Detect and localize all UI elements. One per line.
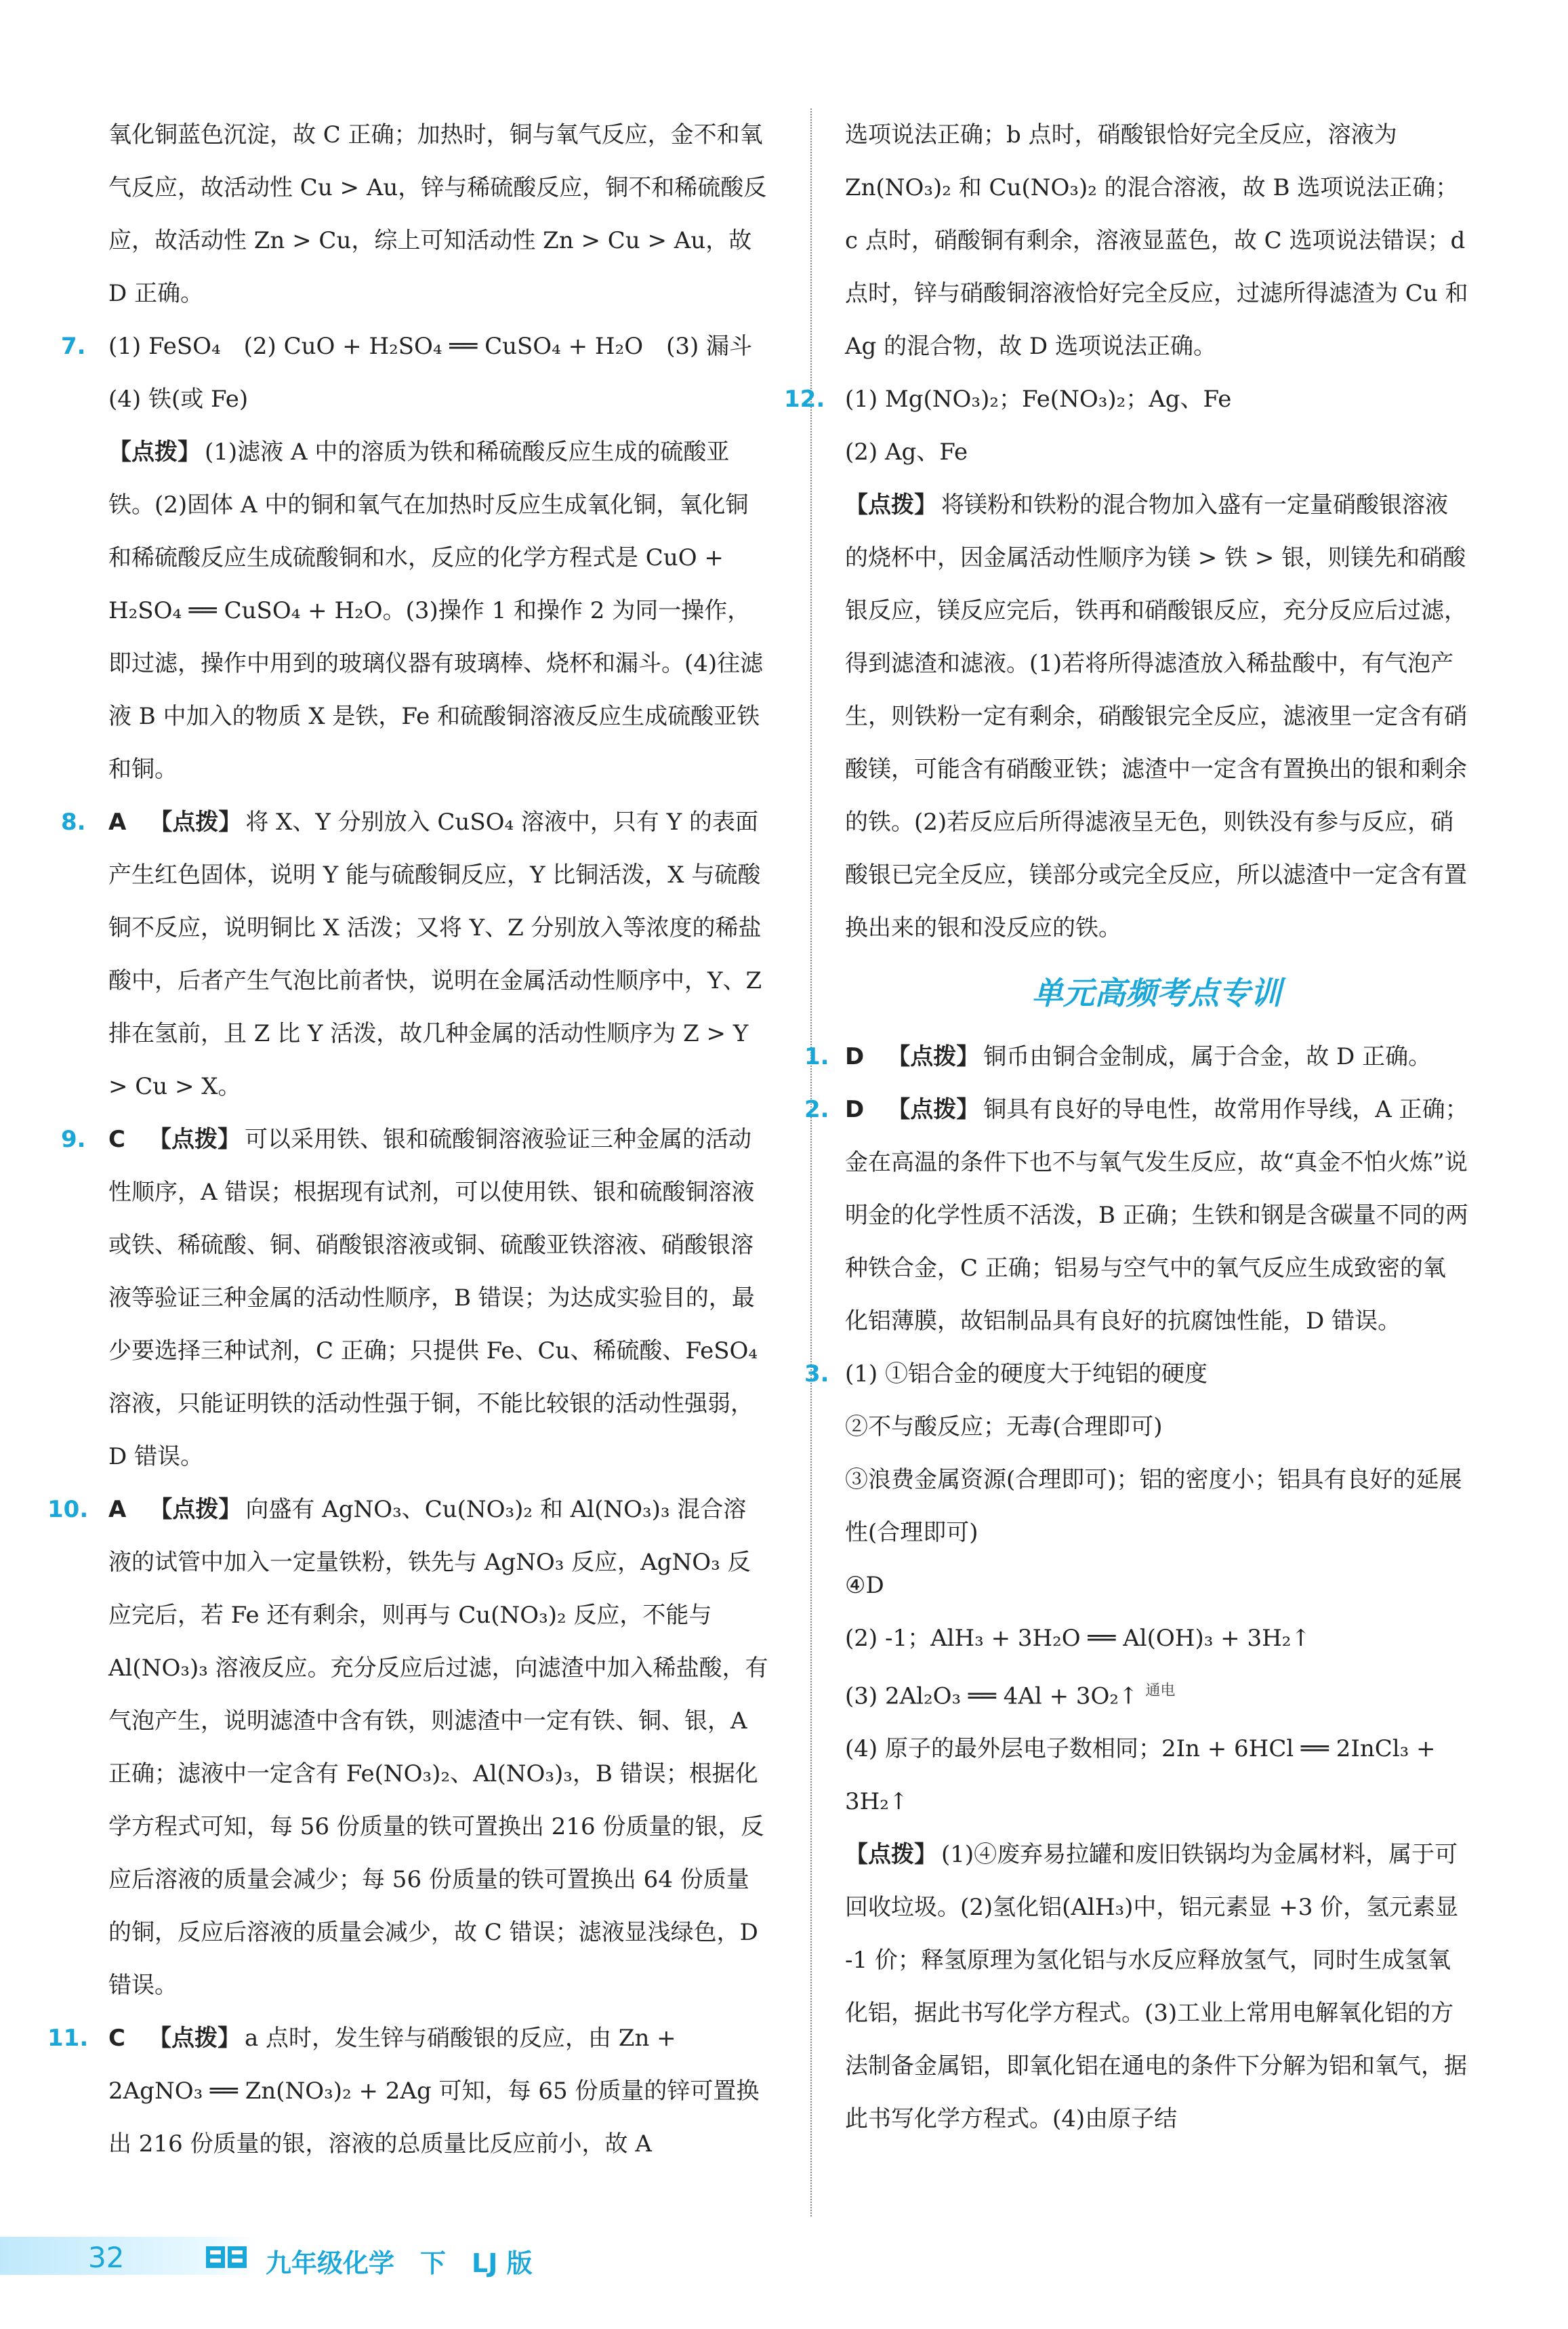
- answer-12: [784, 373, 1468, 954]
- tip-label: 【点拨】: [887, 1096, 980, 1123]
- answer-line: (2) Ag、Fe: [845, 439, 968, 466]
- tip-label: 【点拨】: [108, 439, 201, 466]
- tip-text: 向盛有 AgNO₃、Cu(NO₃)₂ 和 Al(NO₃)₃ 混合溶液的试管中加入一定量铁粉，铁先与 AgNO₃ 反应，AgNO₃ 反应完后，若 Fe 还有剩余，则再与 Cu(NO₃)₂ 反应，不能与 Al(NO₃)₃ 溶液反应。充分反应后过滤，向滤渣中加入稀盐酸，有气泡产生，说明滤渣中含有铁，则滤渣中一定有铁、铜、银，A 正确；滤液中一定含有 Fe(NO₃)₂、Al(NO₃)₃，B 错误；根据化学方程式可知，每 56 份质量的铁可置换出 216 份质量的银，反应后溶液的质量会减少；每 56 份质量的铁可置换出 64 份质量的铜，反应后溶液的质量会减少，故 C 错误；滤液显浅绿色，D 错误。: [108, 1496, 768, 1999]
- paragraph-text: 氧化铜蓝色沉淀，故 C 正确；加热时，铜与氧气反应，金不和氧气反应，故活动性 Cu > Au，锌与稀硫酸反应，铜不和稀硫酸反应，故活动性 Zn > Cu，综上可知活动性 Zn > Cu > Au，故 D 正确。: [108, 121, 767, 307]
- answer-choice: C: [108, 2025, 125, 2052]
- answer-choice: D: [845, 1096, 865, 1123]
- answer-9: [61, 1113, 769, 1483]
- tip-label: 【点拨】: [845, 491, 937, 519]
- tip-text: 将镁粉和铁粉的混合物加入盛有一定量硝酸银溶液的烧杯中，因金属活动性顺序为镁 > 铁 > 银，则镁先和硝酸银反应，镁反应完后，铁再和硝酸银反应，充分反应后过滤，得到滤渣和滤液。(1)若将所得滤渣放入稀盐酸中，有气泡产生，则铁粉一定有剩余，硝酸银完全反应，滤液里一定含有硝酸镁，可能含有硝酸亚铁；滤渣中一定含有置换出的银和剩余的铁。(2)若反应后所得滤液呈无色，则铁没有参与反应，硝酸银已完全反应，镁部分或完全反应，所以滤渣中一定含有置换出来的银和没反应的铁。: [845, 491, 1467, 941]
- tip-label: 【点拨】: [149, 1496, 242, 1523]
- right-column: [784, 108, 1468, 2145]
- page-footer: [0, 2237, 1568, 2291]
- continuation-paragraph: [108, 108, 769, 320]
- question-number: 2.: [804, 1096, 829, 1123]
- question-number: 10.: [47, 1496, 89, 1523]
- tip-text: (1)滤液 A 中的溶质为铁和稀硫酸反应生成的硫酸亚铁。(2)固体 A 中的铜和氧气在加热时反应生成氧化铜，氧化铜和稀硫酸反应生成硫酸铜和水，反应的化学方程式是 CuO + H₂SO₄ ══ CuSO₄ + H₂O。(3)操作 1 和操作 2 为同一操作，即过滤，操作中用到的玻璃仪器有玻璃棒、烧杯和漏斗。(4)往滤液 B 中加入的物质 X 是铁，Fe 和硫酸铜溶液反应生成硫酸亚铁和铜。: [108, 439, 764, 783]
- tip-text: 将 X、Y 分别放入 CuSO₄ 溶液中，只有 Y 的表面产生红色固体，说明 Y 能与硫酸铜反应，Y 比铜活泼，X 与硫酸铜不反应，说明铜比 X 活泼；又将 Y、Z 分别放入等浓度的稀盐酸中，后者产生气泡比前者快，说明在金属活动性顺序中，Y、Z 排在氢前，且 Z 比 Y 活泼，故几种金属的活动性顺序为 Z > Y > Cu > X。: [108, 809, 762, 1100]
- reaction-condition: 通电: [1145, 1682, 1176, 1699]
- answer-line: (4) 原子的最外层电子数相同；2In + 6HCl ══ 2InCl₃ + 3H₂↑: [845, 1735, 1436, 1816]
- question-number: 8.: [61, 809, 86, 836]
- tip-label: 【点拨】: [845, 1841, 937, 1869]
- tip-label: 【点拨】: [887, 1043, 980, 1070]
- question-number: 11.: [47, 2025, 89, 2052]
- answer-8: [61, 796, 769, 1113]
- brand-logo-icon: [203, 2241, 251, 2273]
- tip-text: a 点时，发生锌与硝酸银的反应，由 Zn + 2AgNO₃ ══ Zn(NO₃)₂ + 2Ag 可知，每 65 份质量的锌可置换出 216 份质量的银，溶液的总质量比反应前小，故 A: [108, 2025, 760, 2158]
- tip-text: (1)④废弃易拉罐和废旧铁锅均为金属材料，属于可回收垃圾。(2)氢化铝(AlH₃)中，铝元素显 +3 价，氢元素显 -1 价；释氢原理为氢化铝与水反应释放氢气，同时生成氢氧化铝，据此书写化学方程式。(3)工业上常用电解氧化铝的方法制备金属铝，即氧化铝在通电的条件下分解为铝和氧气，据此书写化学方程式。(4)由原子结: [845, 1841, 1467, 2133]
- tip-text: 铜具有良好的导电性，故常用作导线，A 正确；金在高温的条件下也不与氧气发生反应，故“真金不怕火炼”说明金的化学性质不活泼，B 正确；生铁和钢是含碳量不同的两种铁合金，C 正确；铝易与空气中的氧气反应生成致密的氧化铝薄膜，故铝制品具有良好的抗腐蚀性能，D 错误。: [845, 1096, 1468, 1335]
- continuation-paragraph: [845, 108, 1468, 373]
- question-number: 7.: [61, 333, 86, 360]
- paragraph-text: 选项说法正确；b 点时，硝酸银恰好完全反应，溶液为 Zn(NO₃)₂ 和 Cu(NO₃)₂ 的混合溶液，故 B 选项说法正确；c 点时，硝酸铜有剩余，溶液显蓝色，故 C 选项说法错误；d 点时，锌与硝酸铜溶液恰好完全反应，过滤所得滤渣为 Cu 和 Ag 的混合物，故 D 选项说法正确。: [845, 121, 1468, 360]
- tip-text: 铜币由铜合金制成，属于合金，故 D 正确。: [983, 1043, 1432, 1070]
- answer-line: ③浪费金属资源(合理即可)；铝的密度小；铝具有良好的延展性(合理即可): [845, 1466, 1462, 1546]
- section-title: 单元高频考点专训: [1032, 975, 1281, 1011]
- answer-text: (1) FeSO₄ (2) CuO + H₂SO₄ ══ CuSO₄ + H₂O (3) 漏斗 (4) 铁(或 Fe): [108, 333, 776, 413]
- answer-7: [61, 320, 776, 796]
- drill-answer-3: [804, 1348, 1468, 2145]
- answer-line: ④D: [845, 1572, 884, 1599]
- drill-answer-1: [804, 1030, 1468, 1083]
- drill-answer-2: [804, 1083, 1468, 1348]
- answer-choice: C: [108, 1126, 125, 1153]
- answer-choice: A: [108, 1496, 127, 1523]
- answer-choice: D: [845, 1043, 865, 1070]
- question-number: 1.: [804, 1043, 829, 1070]
- book-title: 九年级化学 下 LJ 版: [266, 2248, 533, 2278]
- answer-line-with-condition: [845, 1665, 1468, 1722]
- answer-line: ②不与酸反应；无毒(合理即可): [845, 1413, 1163, 1440]
- question-number: 9.: [61, 1126, 86, 1153]
- answer-line: (1) Mg(NO₃)₂；Fe(NO₃)₂；Ag、Fe: [845, 386, 1232, 413]
- answer-10: [47, 1483, 769, 2012]
- answer-line: (1) ①铝合金的硬度大于纯铝的硬度: [845, 1360, 1208, 1388]
- equation-text: (3) 2Al₂O₃ ══ 4Al + 3O₂↑: [845, 1682, 1138, 1710]
- answer-11: [47, 2012, 769, 2170]
- question-number: 12.: [784, 386, 825, 413]
- tip-label: 【点拨】: [149, 809, 242, 836]
- question-number: 3.: [804, 1360, 829, 1388]
- tip-label: 【点拨】: [148, 1126, 241, 1153]
- page-number: 32: [88, 2241, 125, 2274]
- answer-choice: A: [108, 809, 127, 836]
- tip-label: 【点拨】: [148, 2025, 241, 2052]
- left-column: [47, 108, 776, 2170]
- answer-line: (2) -1；AlH₃ + 3H₂O ══ Al(OH)₃ + 3H₂↑: [845, 1625, 1311, 1652]
- tip-text: 可以采用铁、银和硫酸铜溶液验证三种金属的活动性顺序，A 错误；根据现有试剂，可以使用铁、银和硫酸铜溶液或铁、稀硫酸、铜、硝酸银溶液或铜、硫酸亚铁溶液、硝酸银溶液等验证三种金属的活动性顺序，B 错误；为达成实验目的，最少要选择三种试剂，C 正确；只提供 Fe、Cu、稀硫酸、FeSO₄ 溶液，只能证明铁的活动性强于铜，不能比较银的活动性强弱，D 错误。: [108, 1126, 758, 1470]
